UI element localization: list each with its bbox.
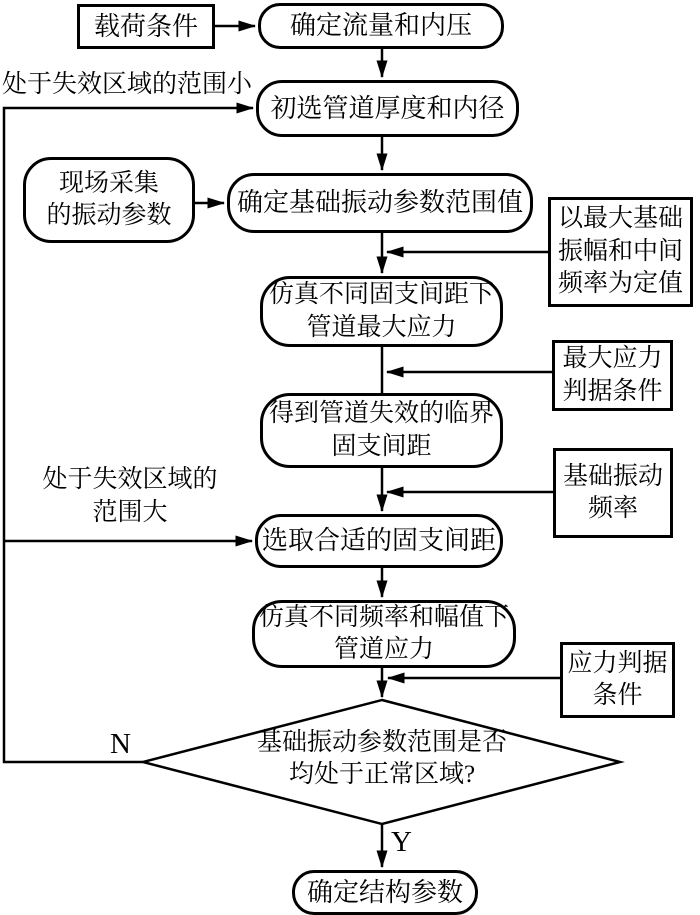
- decision-line2: 均处于正常区域?: [288, 760, 476, 788]
- note-base-freq-line2: 频率: [587, 495, 638, 522]
- note-base-freq-line1: 基础振动: [562, 462, 663, 490]
- node-critical-span-line1: 得到管道失效的临界: [268, 400, 494, 427]
- node-select-support-spacing: [255, 514, 503, 568]
- node-critical-span-line2: 固支间距: [331, 432, 432, 460]
- note-max-stress-line1: 最大应力: [562, 345, 663, 372]
- node-field-vibration-params: [23, 157, 195, 243]
- node-determine-base-vib-label: 确定基础振动参数范围值: [236, 188, 523, 218]
- node-simulate-support-spacing-stress: [260, 276, 503, 347]
- node-load-condition: [77, 4, 215, 49]
- decision-line1: 基础振动参数范围是否: [256, 729, 507, 756]
- node-field-vibration-line2: 的振动参数: [46, 202, 172, 229]
- node-sim-freq-line2: 管道应力: [333, 636, 434, 663]
- label-fail-region-large: [25, 463, 235, 529]
- decision-normal-region-text: [242, 727, 522, 790]
- node-final-params-label: 确定结构参数: [306, 877, 463, 907]
- label-fail-large-line1: 处于失效区域的: [42, 466, 218, 493]
- note-max-stress-criterion: [552, 340, 673, 411]
- node-sim-support-line2: 管道最大应力: [306, 313, 457, 341]
- node-determine-structure-params: [292, 870, 478, 915]
- note-max-base-line1: 以最大基础: [557, 205, 683, 233]
- node-initial-pipe-thickness: [256, 80, 519, 137]
- note-stress-criterion: [560, 642, 675, 718]
- note-max-stress-line2: 判据条件: [562, 377, 663, 405]
- node-simulate-frequency-amplitude-stress: [252, 600, 516, 668]
- note-stress-line2: 条件: [592, 682, 643, 709]
- note-stress-line1: 应力判据: [567, 649, 668, 677]
- node-sim-freq-line1: 仿真不同频率和幅值下: [258, 603, 509, 631]
- node-initial-pipe-label: 初选管道厚度和内径: [270, 93, 505, 123]
- label-yes: Y: [391, 826, 412, 858]
- note-max-base-line2: 振幅和中间: [557, 237, 683, 265]
- node-critical-support-spacing: [260, 393, 503, 468]
- node-sim-support-line1: 仿真不同固支间距下: [268, 281, 494, 308]
- node-select-span-label: 选取合适的固支间距: [261, 526, 496, 556]
- node-determine-flow-label: 确定流量和内压: [289, 11, 472, 41]
- label-fail-region-small: 处于失效区域的范围小: [2, 71, 253, 98]
- node-load-condition-label: 载荷条件: [93, 11, 198, 41]
- node-determine-flow-pressure: [258, 3, 504, 49]
- note-max-base-line3: 频率为定值: [557, 270, 683, 298]
- label-no: N: [110, 728, 131, 760]
- note-max-base-amplitude: [548, 197, 693, 307]
- node-field-vibration-line1: 现场采集: [58, 169, 159, 197]
- note-base-vibration-frequency: [553, 448, 673, 538]
- label-fail-large-line2: 范围大: [92, 499, 168, 526]
- node-determine-base-vibration-range: [227, 173, 533, 233]
